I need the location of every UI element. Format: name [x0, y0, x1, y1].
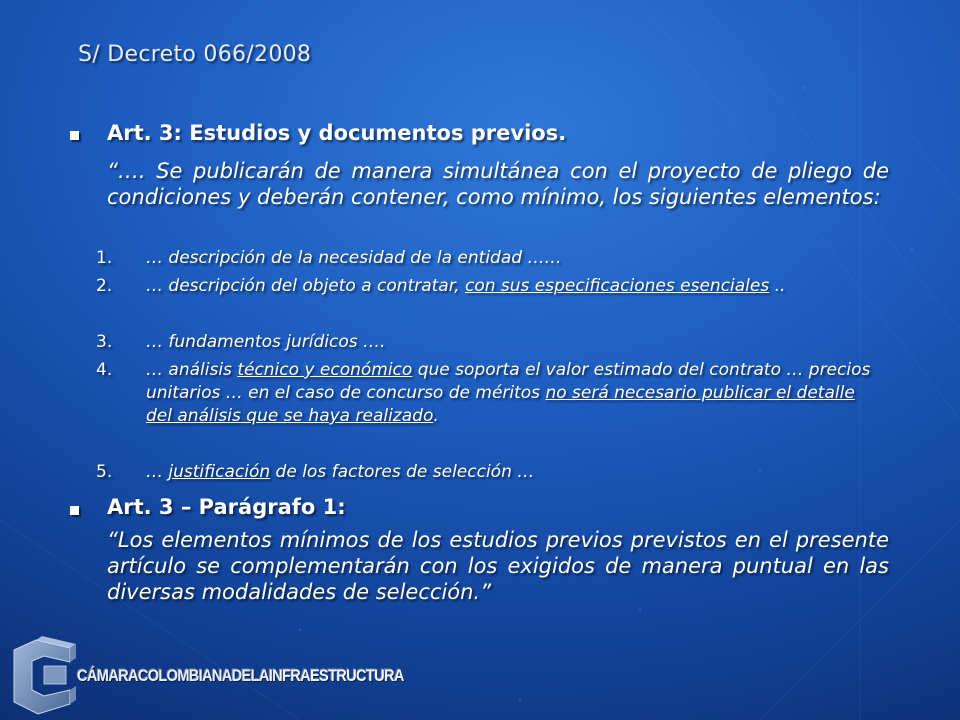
- section2-heading: Art. 3 – Parágrafo 1:: [107, 495, 346, 519]
- list-item: [96, 331, 896, 355]
- list-item: [96, 359, 896, 455]
- list-number: 3.: [96, 332, 113, 352]
- bullet-square-icon: [70, 506, 79, 515]
- logo-text: CÁMARACOLOMBIANADELAINFRAESTRUCTURA: [77, 666, 404, 685]
- list-number: 1.: [96, 248, 113, 268]
- list-text: … fundamentos jurídicos ….: [146, 332, 386, 352]
- list-item: [96, 247, 896, 271]
- list-number: 2.: [96, 276, 113, 296]
- list-number: 4.: [96, 360, 113, 380]
- list-text: … descripción de la necesidad de la entidad ……: [146, 248, 562, 268]
- bullet-square-icon: [70, 131, 79, 140]
- slide-subtitle: S/ Decreto 066/2008: [78, 42, 312, 67]
- list-number: 5.: [96, 462, 113, 482]
- section1-heading: Art. 3: Estudios y documentos previos.: [107, 121, 567, 145]
- section2-quote: “Los elementos mínimos de los estudios previos previstos en el presente artículo se complementarán con los exigidos de manera puntual en las diversas modalidades de selección.”: [107, 528, 889, 604]
- section1-quote: “…. Se publicarán de manera simultánea con el proyecto de pliego de condiciones y deberán contener, como mínimo, los siguientes elementos:: [107, 159, 889, 209]
- list-text: … análisis técnico y económico que soporta el valor estimado del contrato … precios unitarios … en el caso de concurso de méritos no será necesario publicar el detalle del análisis que se haya realizado.: [146, 360, 871, 426]
- list-text: … descripción del objeto a contratar, con sus especificaciones esenciales ..: [146, 276, 786, 296]
- list-text: … justificación de los factores de selección …: [146, 462, 535, 482]
- list-item: [96, 275, 896, 323]
- list-item: [96, 461, 896, 485]
